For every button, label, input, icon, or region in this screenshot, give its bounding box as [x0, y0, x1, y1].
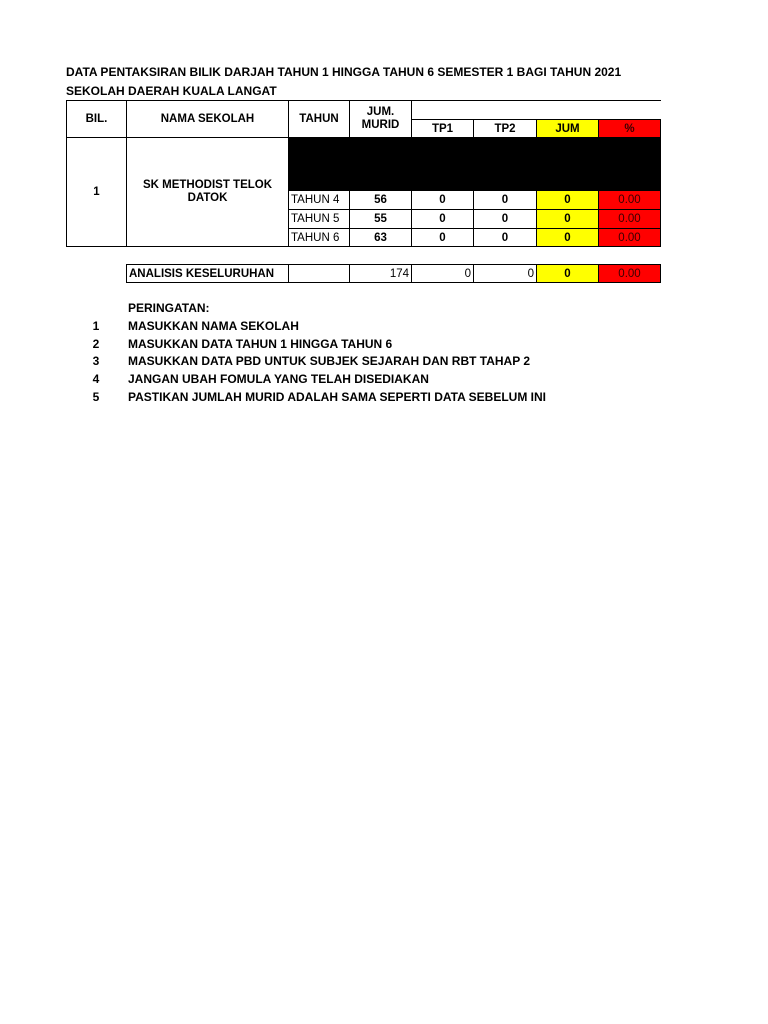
- header-nama-sekolah: NAMA SEKOLAH: [126, 100, 289, 138]
- school-name-line2: DATOK: [187, 192, 228, 204]
- row-tp1[interactable]: 0: [411, 209, 474, 229]
- header-tp1: TP1: [411, 119, 474, 138]
- row-tp1[interactable]: 0: [411, 190, 474, 210]
- row-tp1[interactable]: 0: [411, 228, 474, 247]
- summary-murid: 174: [349, 264, 412, 283]
- row-tahun: TAHUN 4: [288, 190, 350, 210]
- summary-tp1: 0: [411, 264, 474, 283]
- warning-number: 2: [92, 337, 100, 351]
- warning-heading: PERINGATAN:: [128, 301, 210, 315]
- row-tp2[interactable]: 0: [473, 209, 537, 229]
- warning-item: MASUKKAN DATA PBD UNTUK SUBJEK SEJARAH DAN RBT TAHAP 2: [128, 354, 531, 368]
- row-tahun: TAHUN 6: [288, 228, 350, 247]
- warning-number: 5: [92, 390, 100, 404]
- page-subtitle: SEKOLAH DAERAH KUALA LANGAT: [66, 84, 277, 98]
- school-name[interactable]: [126, 137, 289, 247]
- header-jum-murid-line2: MURID: [361, 119, 400, 131]
- row-jum: 0: [536, 228, 599, 247]
- summary-label: ANALISIS KESELURUHAN: [126, 264, 289, 283]
- warning-item: JANGAN UBAH FOMULA YANG TELAH DISEDIAKAN: [128, 372, 429, 386]
- row-tahun: TAHUN 5: [288, 209, 350, 229]
- header-tahun: TAHUN: [288, 100, 350, 138]
- black-fill-band: [288, 137, 661, 191]
- school-name-line1: SK METHODIST TELOK: [142, 179, 273, 191]
- warning-number: 3: [92, 354, 100, 368]
- warning-item: MASUKKAN DATA TAHUN 1 HINGGA TAHUN 6: [128, 337, 393, 351]
- header-bil: BIL.: [66, 100, 127, 138]
- warning-number: 1: [92, 319, 100, 333]
- row-murid[interactable]: 56: [349, 190, 412, 210]
- row-murid[interactable]: 63: [349, 228, 412, 247]
- warning-item: MASUKKAN NAMA SEKOLAH: [128, 319, 299, 333]
- header-percent: %: [598, 119, 661, 138]
- summary-percent: 0.00: [598, 264, 661, 283]
- row-tp2[interactable]: 0: [473, 228, 537, 247]
- school-bil: 1: [66, 137, 127, 247]
- header-jum: JUM: [536, 119, 599, 138]
- warning-item: PASTIKAN JUMLAH MURID ADALAH SAMA SEPERTI DATA SEBELUM INI: [128, 390, 546, 404]
- row-tp2[interactable]: 0: [473, 190, 537, 210]
- header-jum-murid-line1: JUM.: [366, 106, 395, 118]
- row-percent: 0.00: [598, 209, 661, 229]
- summary-tahun: [288, 264, 350, 283]
- summary-tp2: 0: [473, 264, 537, 283]
- row-murid[interactable]: 55: [349, 209, 412, 229]
- page-title: DATA PENTAKSIRAN BILIK DARJAH TAHUN 1 HINGGA TAHUN 6 SEMESTER 1 BAGI TAHUN 2021: [66, 65, 622, 79]
- summary-jum: 0: [536, 264, 599, 283]
- row-jum: 0: [536, 209, 599, 229]
- row-percent: 0.00: [598, 190, 661, 210]
- header-jum-murid: [349, 100, 412, 138]
- row-percent: 0.00: [598, 228, 661, 247]
- warning-number: 4: [92, 372, 100, 386]
- row-jum: 0: [536, 190, 599, 210]
- header-tp2: TP2: [473, 119, 537, 138]
